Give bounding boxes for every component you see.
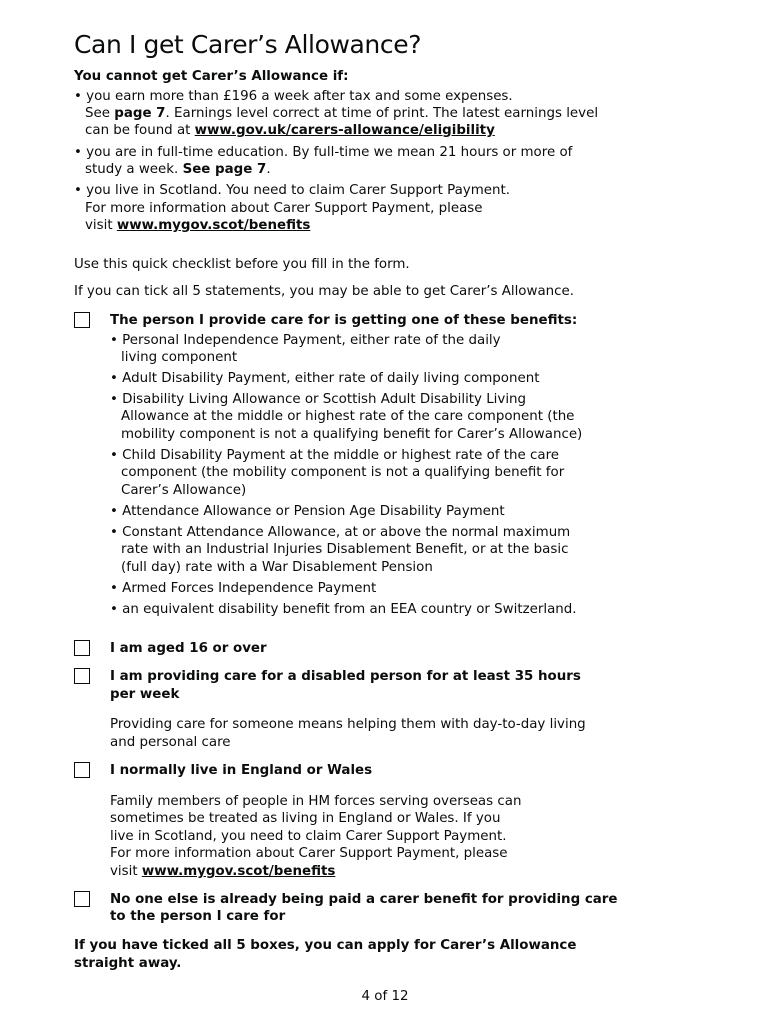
condition-scotland-line2: For more information about Carer Support Payment, please <box>85 201 483 216</box>
condition-education-line2: study a week. See page 7. <box>85 162 271 177</box>
mygov-link[interactable]: www.mygov.scot/benefits <box>116 218 311 233</box>
residence-heading: I normally live in England or Wales <box>110 763 373 778</box>
care-hours-note: Providing care for someone means helping them with day-to-day living <box>110 717 586 732</box>
mygov-link[interactable]: www.mygov.scot/benefits <box>141 864 336 879</box>
benefit-list-item: • Personal Independence Payment, either rate of the daily <box>110 333 501 348</box>
condition-earnings-line1: • you earn more than £196 a week after tax and some expenses. <box>74 89 513 104</box>
benefit-list-item: Carer’s Allowance) <box>121 483 247 498</box>
care-hours-note: and personal care <box>110 735 231 750</box>
benefit-list-item: mobility component is not a qualifying benefit for Carer’s Allowance) <box>121 427 583 442</box>
checklist-instruction: If you can tick all 5 statements, you may be able to get Carer’s Allowance. <box>74 284 574 299</box>
eligibility-link[interactable]: www.gov.uk/carers-allowance/eligibility <box>194 123 495 138</box>
residence-note: For more information about Carer Support Payment, please <box>110 846 508 861</box>
closing-statement: If you have ticked all 5 boxes, you can apply for Carer’s Allowance <box>74 938 577 953</box>
care-hours-heading: I am providing care for a disabled person for at least 35 hours <box>110 669 581 684</box>
condition-earnings-line3: can be found at www.gov.uk/carers-allowance/eligibility <box>85 123 495 138</box>
care-hours-heading: per week <box>110 687 180 702</box>
benefit-list-item: rate with an Industrial Injuries Disablement Benefit, or at the basic <box>121 542 569 557</box>
benefit-list-item: component (the mobility component is not a qualifying benefit for <box>121 465 565 480</box>
benefit-list-item: living component <box>121 350 238 365</box>
benefit-list-item: • Disability Living Allowance or Scottish Adult Disability Living <box>110 392 527 407</box>
benefit-list-item: • Armed Forces Independence Payment <box>110 581 377 596</box>
benefit-list-item: Allowance at the middle or highest rate of the care component (the <box>121 409 575 424</box>
benefit-list-item: • Constant Attendance Allowance, at or above the normal maximum <box>110 525 571 540</box>
residence-note: sometimes be treated as living in England or Wales. If you <box>110 811 501 826</box>
checkbox-age[interactable] <box>74 640 90 656</box>
page-number: 4 of 12 <box>361 989 409 1004</box>
no-other-carer-heading: to the person I care for <box>110 909 286 924</box>
page-reference: page 7 <box>114 106 166 121</box>
benefit-list-item: • Adult Disability Payment, either rate of daily living component <box>110 371 540 386</box>
residence-note: live in Scotland, you need to claim Carer Support Payment. <box>110 829 507 844</box>
checklist-intro: Use this quick checklist before you fill in the form. <box>74 257 410 272</box>
checkbox-care-hours[interactable] <box>74 668 90 684</box>
age-heading: I am aged 16 or over <box>110 641 267 656</box>
ineligibility-heading: You cannot get Carer’s Allowance if: <box>74 69 349 84</box>
checkbox-residence[interactable] <box>74 762 90 778</box>
residence-note: visit www.mygov.scot/benefits <box>110 864 336 879</box>
benefit-list-item: • Attendance Allowance or Pension Age Disability Payment <box>110 504 505 519</box>
page-title: Can I get Carer’s Allowance? <box>74 30 422 59</box>
benefits-heading: The person I provide care for is getting one of these benefits: <box>110 313 578 328</box>
benefit-list-item: • Child Disability Payment at the middle or highest rate of the care <box>110 448 560 463</box>
no-other-carer-heading: No one else is already being paid a carer benefit for providing care <box>110 892 618 907</box>
benefit-list-item: (full day) rate with a War Disablement Pension <box>121 560 433 575</box>
checkbox-benefits[interactable] <box>74 312 90 328</box>
page-reference: See page 7 <box>182 162 267 177</box>
condition-earnings-line2: See page 7. Earnings level correct at time of print. The latest earnings level <box>85 106 599 121</box>
condition-scotland-line3: visit www.mygov.scot/benefits <box>85 218 311 233</box>
closing-statement: straight away. <box>74 956 182 971</box>
condition-education-line1: • you are in full-time education. By full-time we mean 21 hours or more of <box>74 145 573 160</box>
checkbox-no-other-carer[interactable] <box>74 891 90 907</box>
condition-scotland-line1: • you live in Scotland. You need to claim Carer Support Payment. <box>74 183 510 198</box>
benefit-list-item: • an equivalent disability benefit from an EEA country or Switzerland. <box>110 602 577 617</box>
residence-note: Family members of people in HM forces serving overseas can <box>110 794 522 809</box>
